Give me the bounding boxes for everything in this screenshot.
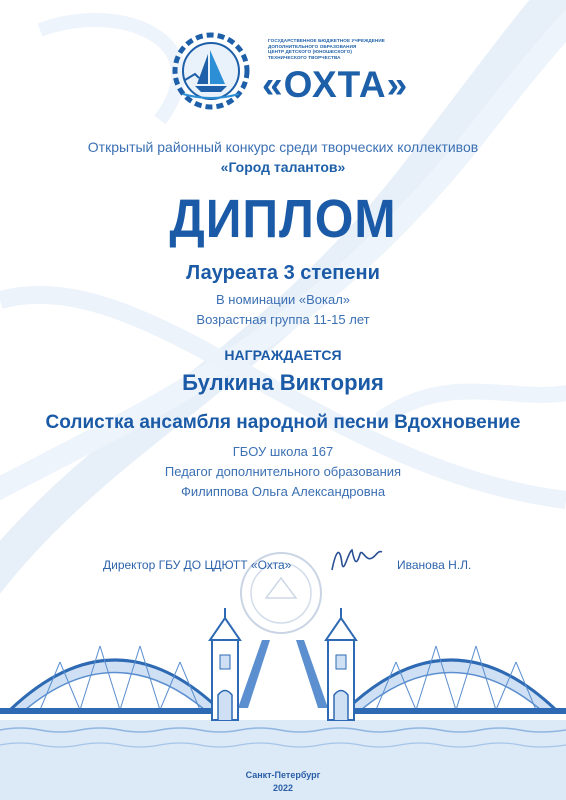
recipient-role: Солистка ансамбля народной песни Вдохновение [45,412,521,433]
teacher-position: Педагог дополнительного образования [164,464,402,479]
nomination: В номинации «Вокал» [215,292,351,307]
logo-name: «ОХТА» [262,64,409,105]
recipient-name: Булкина Виктория [182,370,384,395]
director-name: Иванова Н.Л. [397,558,472,572]
contest-name: «Город талантов» [220,159,346,175]
awarded-label: НАГРАЖДАЕТСЯ [224,347,342,363]
logo-organization-text: ГОСУДАРСТВЕННОЕ БЮДЖЕТНОЕ УЧРЕЖДЕНИЕ ДОПОЛНИТЕЛЬНОГО ОБРАЗОВАНИЯ ЦЕНТР ДЕТСКОГО (ЮНОШЕСКОГО) ТЕХНИЧЕСКОГО ТВОРЧЕСТВА [268,38,385,60]
handwritten-signature-icon [326,540,386,580]
teacher-name: Филиппова Ольга Александровна [180,484,386,499]
city-name: Санкт-Петербург [245,770,321,780]
contest-description: Открытый районный конкурс среди творческих коллективов [87,139,479,155]
school-name: ГБОУ школа 167 [232,444,334,459]
laureate-degree: Лауреата 3 степени [186,262,380,284]
diploma-title: ДИПЛОМ [169,189,397,249]
year: 2022 [272,783,294,793]
age-group: Возрастная группа 11-15 лет [196,312,370,327]
director-title: Директор ГБУ ДО ЦДЮТТ «Охта» [103,558,292,572]
